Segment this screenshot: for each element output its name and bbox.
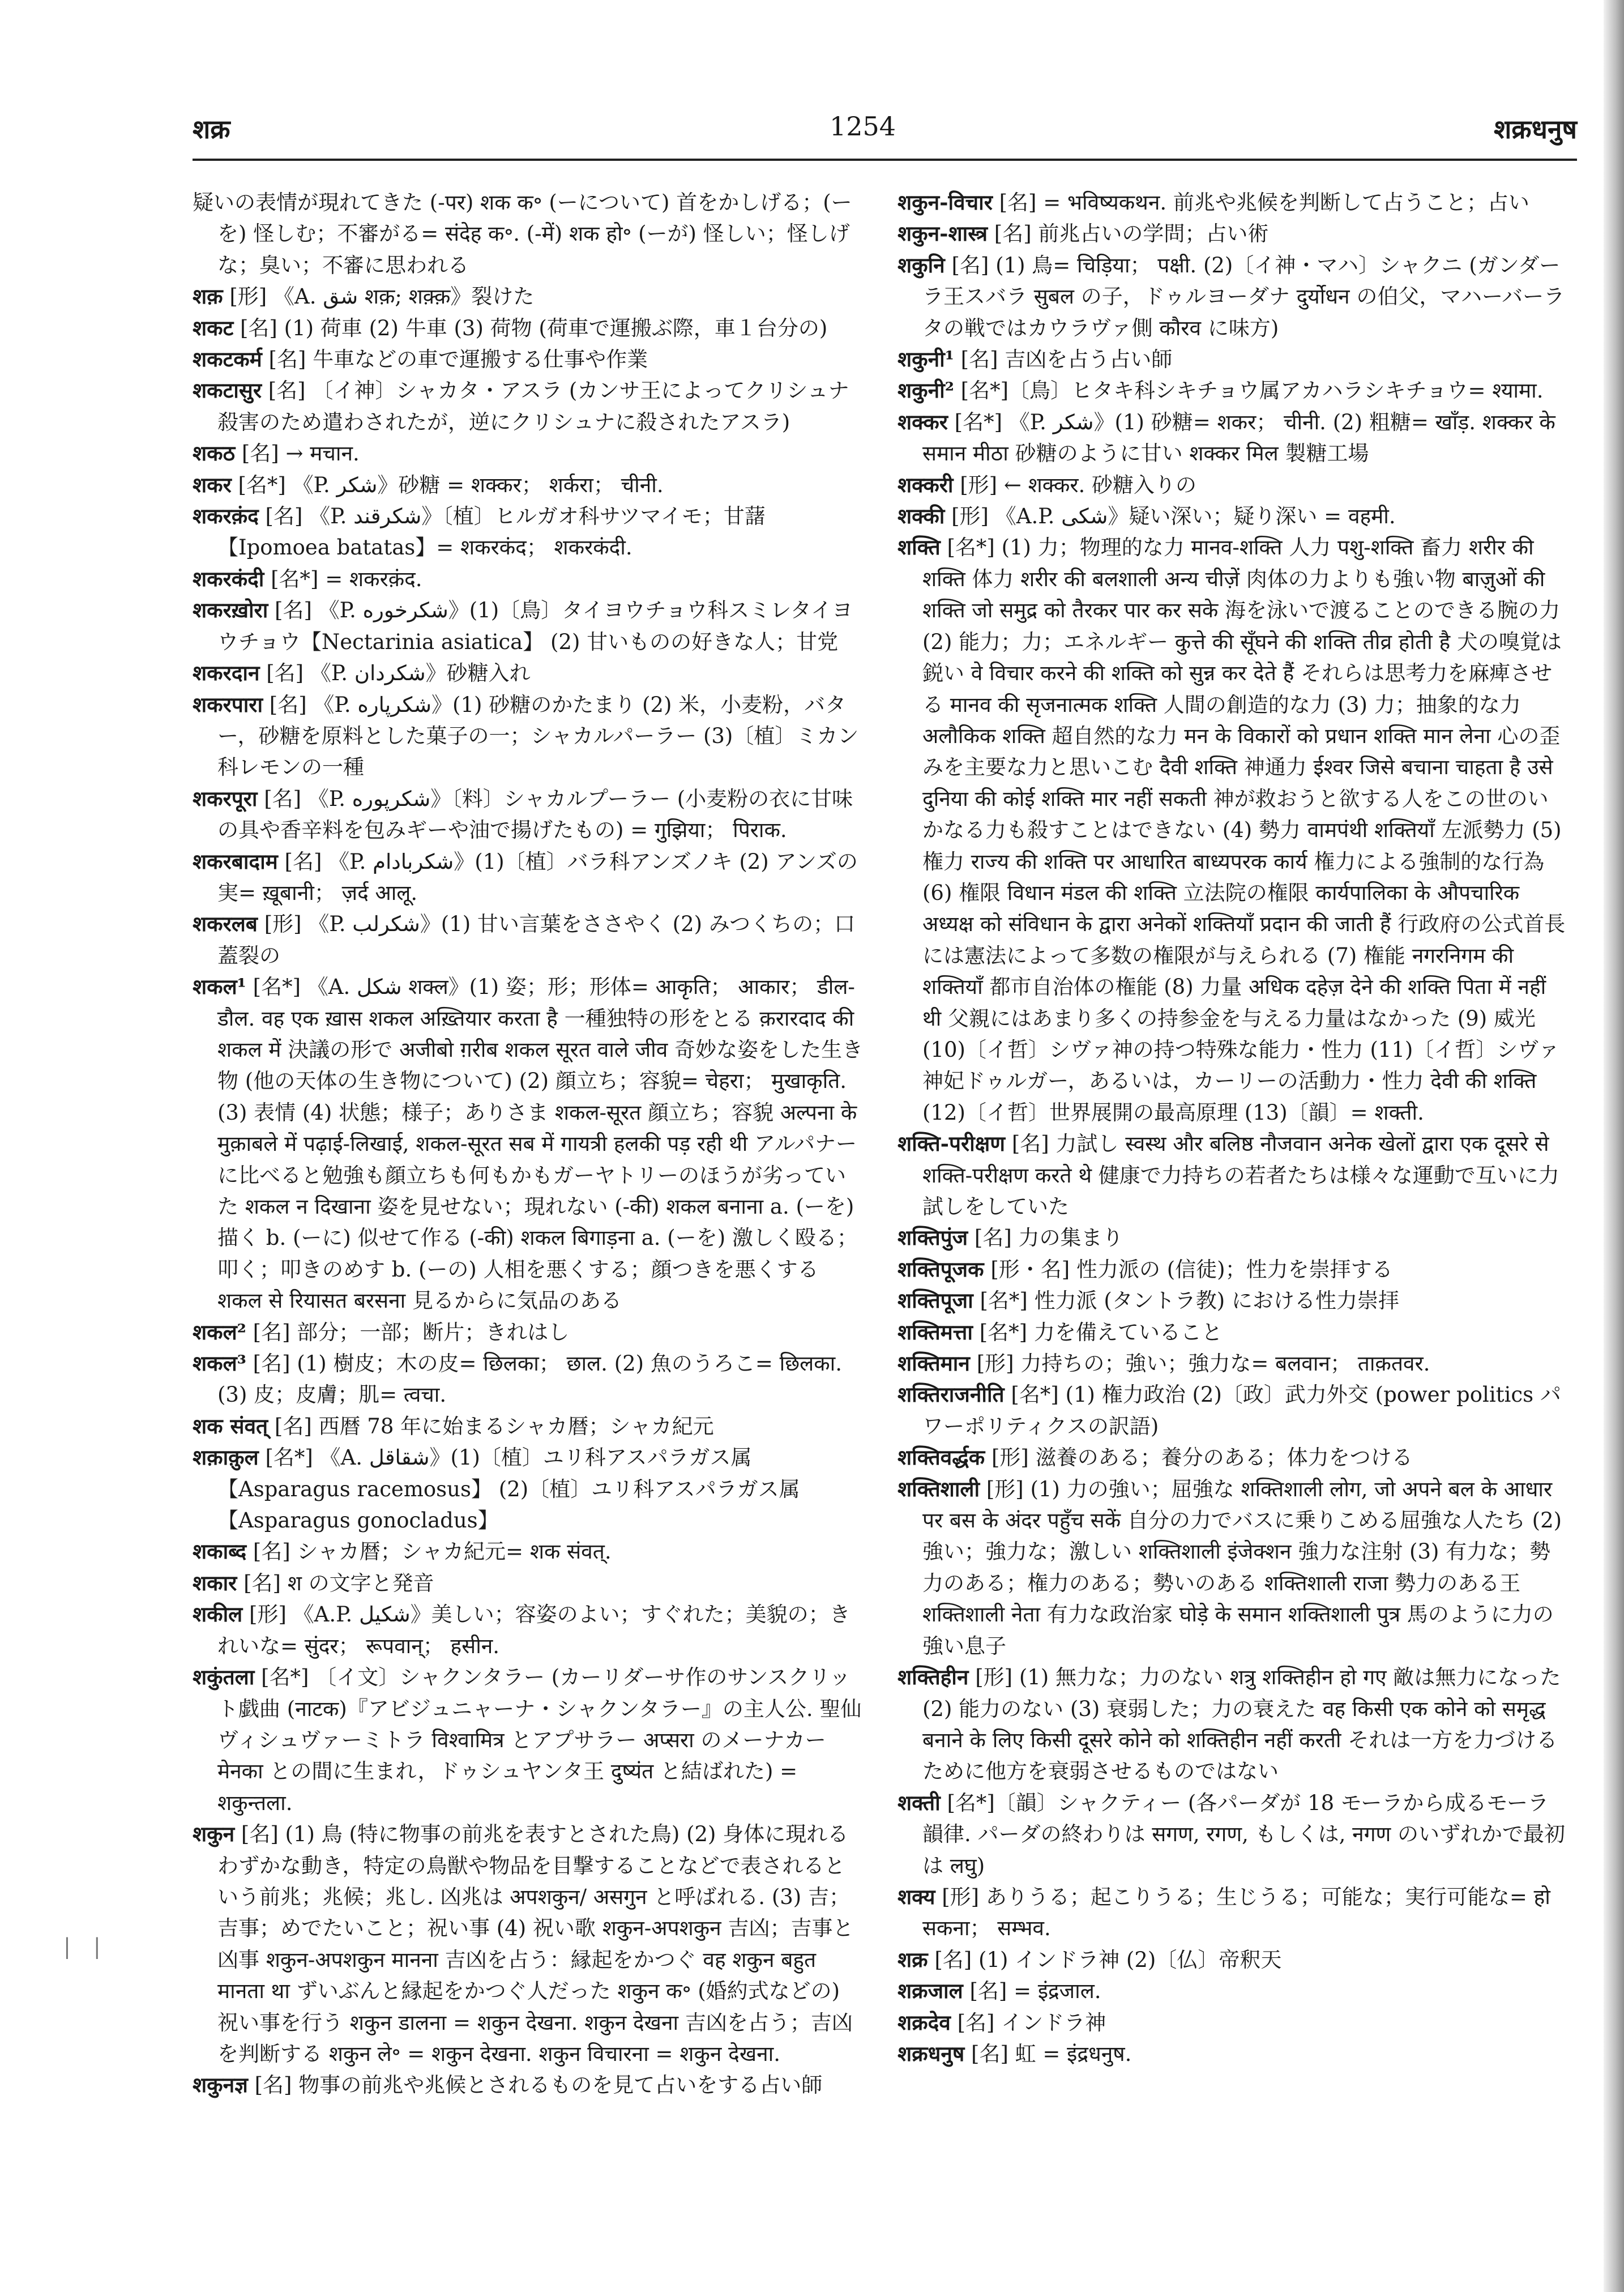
dictionary-entry: [193, 1662, 864, 1819]
entry-definition: [名] (1) 樹皮；木の皮= छिलका； छाल. (2) 魚のうろこ= छिलका. (3) 皮；皮膚；肌= त्वचा.: [217, 1351, 843, 1407]
entry-definition: [名*] (1) 力；物理的な力 मानव-शक्ति 人力 पशु-शक्ति 畜力 शरीर की शक्ति 体力 शरीर की बलशाली अन्य चीज़ें 肉体の力よりも強い物 बाज़ुओं की शक्ति जो समुद्र को तैरकर पार कर सके 海を泳いで渡ることのできる腕の力 (2) 能力；力；エネルギー कुत्ते की सूँघने की शक्ति तीव्र होती है 犬の嗅覚は鋭い वे विचार करने की शक्ति को सुन्न कर देते हैं それらは思考力を麻痺させる मानव की सृजनात्मक शक्ति 人間の創造的な力 (3) 力；抽象的な力 अलौकिक शक्ति 超自然的な力 मन के विकारों को प्रधान शक्ति मान लेना 心の歪みを主要な力と思いこむ दैवी शक्ति 神通力 ईश्वर जिसे बचाना चाहता है उसे दुनिया की कोई शक्ति मार नहीं सकती 神が救おうと欲する人をこの世のいかなる力も殺すことはできない (4) 勢力 वामपंथी शक्तियाँ 左派勢力 (5) 権力 राज्य की शक्ति पर आधारित बाध्यपरक कार्य 権力による強制的な行為 (6) 権限 विधान मंडल की शक्ति 立法院の権限 कार्यपालिका के औपचारिक अध्यक्ष को संविधान के द्वारा अनेकों शक्तियाँ प्रदान की जाती हैं 行政府の公式首長には憲法によって多数の権限が与えられる (7) 権能 नगरनिगम की शक्तियाँ 都市自治体の権能 (8) 力量 अधिक दहेज़ देने की शक्ति पिता में नहीं थी 父親にはあまり多くの持参金を与える力量はなかった (9) 威光 (10)〔イ哲〕シヴァ神の持つ特殊な能力・性力 (11)〔イ哲〕シヴァ神妃ドゥルガー，あるいは，カーリーの活動力・性力 देवी की शक्ति (12)〔イ哲〕世界展開の最高原理 (13)〔韻〕= शक्ती.: [922, 535, 1566, 1125]
dictionary-entry: [898, 532, 1569, 1128]
entry-headword: शक्रधनुष: [898, 2041, 965, 2066]
entry-definition: [名] 〔イ神〕シャカタ・アスラ (カンサ王によってクリシュナ殺害のため遣わされたが，逆にクリシュナに殺されたアスラ): [217, 378, 849, 434]
entry-headword: शकील: [193, 1602, 243, 1627]
entry-definition: [名] 前兆占いの学問；占い術: [994, 221, 1269, 246]
dictionary-entry: [193, 2069, 864, 2101]
dictionary-entry: [898, 344, 1569, 375]
entry-headword: शकार: [193, 1570, 237, 1595]
dictionary-entry: [898, 1379, 1569, 1442]
entry-headword: शक्तिपुंज: [898, 1225, 968, 1250]
entry-headword: शकरपारा: [193, 692, 263, 717]
dictionary-entry: [193, 281, 864, 312]
entry-definition: [名] 力の集まり: [974, 1226, 1123, 1250]
dictionary-entry: [898, 407, 1569, 470]
dictionary-entry: [898, 2007, 1569, 2038]
entry-headword: शकटासुर: [193, 378, 262, 403]
entry-definition: [名] (1) 鳥= चिड़िया； पक्षी. (2)〔イ神・マハ〕シャクニ (ガンダーラ王スバラ सुबल の子，ドゥルヨーダナ दुर्योधन の伯父，マハーバーラタの戦ではカウラヴァ側 कौरव に味方): [922, 253, 1565, 340]
dictionary-entry: [193, 313, 864, 344]
entry-headword: शक्तिशाली: [898, 1476, 980, 1501]
dictionary-entry: [193, 564, 864, 595]
entry-headword: शक संवत्: [193, 1413, 268, 1439]
entry-headword: शकुन: [193, 1821, 235, 1847]
entry-headword: शक्तिराजनीति: [898, 1382, 1005, 1407]
header-right-guide-word: शक्रधनुष: [1493, 114, 1577, 144]
entry-definition: [名] 《P. شکردان》砂糖入れ: [266, 661, 531, 686]
entry-headword: शकुनज्ञ: [193, 2072, 248, 2098]
entry-definition: [名] 西暦 78 年に始まるシャカ暦；シャカ紀元: [274, 1414, 714, 1439]
dictionary-entry: [193, 658, 864, 689]
dictionary-entry: [193, 1599, 864, 1662]
entry-headword: शकल¹: [193, 974, 246, 1000]
entry-headword: शकुनी¹: [898, 347, 954, 372]
entry-headword: शकुन-शास्त्र: [898, 221, 988, 246]
dictionary-entry: [193, 783, 864, 846]
entry-definition: [名] 吉凶を占う占い師: [960, 347, 1173, 372]
entry-definition: [形・名] 性力派の (信徒)；性力を崇拝する: [990, 1257, 1393, 1282]
entry-definition: [名] = इंद्रजाल.: [969, 1979, 1101, 2004]
entry-definition: [形] ← शक्कर. 砂糖入りの: [960, 472, 1197, 497]
entry-headword: शक्ती: [898, 1790, 941, 1815]
page-number: 1254: [830, 111, 896, 142]
dictionary-entry: [193, 1348, 864, 1411]
entry-definition: [名*] 《A. شکل शक्ल》(1) 姿；形；形体= आकृति； आकार； डील-डौल. वह एक ख़ास शकल अख़्तियार करता है 一種独特の形をとる क़रारदाद की शकल में 決議の形で अजीबो ग़रीब शकल सूरत वाले जीव 奇妙な姿をした生き物 (他の天体の生き物について) (2) 顔立ち；容貌= चेहरा； मुखाकृति. (3) 表情 (4) 状態；様子；ありさま शकल-सूरत 顔立ち；容貌 अल्पना के मुक़ाबले में पढ़ाई-लिखाई, शकल-सूरत सब में गायत्री हलकी पड़ रही थी アルパナーに比べると勉強も顔立ちも何もかもガーヤトリーのほうが劣っていた शकल न दिखाना 姿を見せない；現れない (-की) शकल बनाना a. (ーを) 描く b. (ーに) 似せて作る (-की) शकल बिगाड़ना a. (ーを) 激しく殴る；叩く；叩きのめす b. (ーの) 人相を悪くする；顔つきを悪くする शकल से रियासत बरसना 見るからに気品のある: [217, 975, 864, 1313]
dictionary-entry: [193, 1442, 864, 1536]
entry-definition: [名*] = शकरक़ंद.: [271, 566, 422, 591]
dictionary-entry: [193, 689, 864, 783]
entry-definition: [名*] 《P. شکر》砂糖 = शक्कर； शर्करा； चीनी.: [238, 472, 664, 497]
dictionary-entry: [193, 1819, 864, 2069]
entry-definition: [名] 力試し स्वस्थ और बलिष्ठ नौजवान अनेक खेलों द्वारा एक दूसरे से शक्ति-परीक्षण करते थे 健康で力持ちの若者たちは様々な運動で互いに力試しをしていた: [922, 1132, 1559, 1219]
header-left-guide-word: शक्र: [193, 114, 230, 144]
entry-headword: शकट: [193, 315, 234, 340]
entry-definition: [名] 《P. شکرپوره》〔料〕シャカルプーラー (小麦粉の衣に甘味の具や香辛料を包みギーや油で揚げたもの) = गुझिया； पिराक.: [217, 786, 853, 843]
entry-definition: [名] 《P. شکربادام》(1)〔植〕バラ科アンズノキ (2) アンズの実= ख़ूबानी； ज़र्द आलू.: [217, 849, 858, 905]
entry-headword: शक्तिपूजा: [898, 1288, 973, 1313]
entry-definition: [名*]〔鳥〕ヒタキ科シキチョウ属アカハラシキチョウ= श्यामा.: [960, 378, 1544, 403]
entry-definition: [形] 《P. شکرلب》(1) 甘い言葉をささやく (2) みつくちの；口蓋裂の: [217, 912, 856, 968]
entry-definition: [名*] (1) 権力政治 (2)〔政〕武力外交 (power politics パワーポリティクスの訳語): [922, 1382, 1561, 1439]
dictionary-entry: [193, 971, 864, 1316]
dictionary-entry: [193, 908, 864, 971]
entry-definition: [名] インドラ神: [957, 2010, 1106, 2035]
entry-definition: [名*] 《A. شقاقل》(1)〔植〕ユリ科アスパラガス属【Asparagus racemosus】 (2)〔植〕ユリ科アスパラガス属【Asparagus gonocladus】: [217, 1445, 800, 1533]
entry-definition: [名] 牛車などの車で運搬する仕事や作業: [268, 347, 648, 372]
scan-page-edge: [1604, 0, 1624, 2292]
entry-definition: [名] 《P. شکرخوره》(1)〔鳥〕タイヨウチョウ科スミレタイヨウチョウ【Nectarinia asiatica】 (2) 甘いものの好きな人；甘党: [217, 598, 853, 654]
entry-headword: शक्तिमान: [898, 1351, 970, 1376]
dictionary-entry: [898, 1254, 1569, 1285]
entry-headword: शकरलब: [193, 911, 258, 937]
dictionary-entry: [193, 470, 864, 501]
dictionary-entry: [898, 1975, 1569, 2007]
entry-definition: [形] 《A. شق शक़; शक़्क़》裂けた: [229, 284, 535, 309]
entry-definition: [名] → मचान.: [241, 441, 360, 466]
entry-definition: [名*] 性力派 (タントラ教) における性力崇拝: [980, 1288, 1400, 1313]
dictionary-entry: [193, 846, 864, 909]
dictionary-entry: [193, 1317, 864, 1348]
entry-definition: [名] = भविष्यकथन. 前兆や兆候を判断して占うこと；占い: [999, 190, 1529, 215]
entry-definition: [名] シャカ暦；シャカ紀元= शक संवत्.: [253, 1539, 612, 1564]
dictionary-entry: [898, 1787, 1569, 1881]
entry-headword: शक्ति-परीक्षण: [898, 1131, 1006, 1156]
left-column: [193, 187, 864, 2271]
page-header: [193, 111, 1577, 156]
entry-headword: शकुंतला: [193, 1664, 255, 1690]
entry-definition: [名] (1) 鳥 (特に物事の前兆を表すとされた鳥) (2) 身体に現れるわずかな動き，特定の鳥獣や物品を目撃することなどで表されるという前兆；兆候；兆し. 凶兆は अपशकुन/ असगुन と呼ばれる. (3) 吉；吉事；めでたいこと；祝い事 (4) 祝い歌 शकुन-अपशकुन 吉凶；吉事と凶事 शकुन-अपशकुन मानना 吉凶を占う：縁起をかつぐ वह शकुन बहुत मानता था ずいぶんと縁起をかつぐ人だった शकुन क॰ (婚約式などの) 祝い事を行う शकुन डालना = शकुन देखना. शकुन देखना 吉凶を占う；吉凶を判断する शकुन ले॰ = शकुन देखना. शकुन विचारना = शकुन देखना.: [217, 1822, 854, 2066]
entry-headword: शकरपूरा: [193, 786, 258, 811]
entry-headword: शकुनी²: [898, 378, 954, 403]
entry-headword: शकुन-विचार: [898, 190, 993, 215]
entry-headword: शकुनि: [898, 252, 945, 278]
entry-headword: शक्तिवर्द्धक: [898, 1445, 985, 1470]
dictionary-entry: [898, 1944, 1569, 1975]
entry-headword: शक्कर: [898, 409, 948, 434]
entry-headword: शक्रदेव: [898, 2009, 951, 2035]
entry-definition: [形] (1) 無力な；力のない शत्रु शक्तिहीन हो गए 敵は無力になった (2) 能力のない (3) 衰弱した；力の衰えた वह किसी एक कोने को समृद्ध बनाने के लिए किसी दूसरे कोने को शक्तिहीन नहीं करती それは一方を力づけるために他方を衰弱させるものではない: [922, 1665, 1561, 1784]
entry-headword: शकरख़ोरा: [193, 597, 268, 623]
entry-definition: [形] ありうる；起こりうる；生じうる；可能な；実行可能な= हो सकना； सम्भव.: [922, 1884, 1550, 1941]
entry-headword: शकल³: [193, 1351, 246, 1376]
dictionary-entry: [898, 1348, 1569, 1379]
entry-headword: शक्की: [898, 503, 945, 529]
entry-headword: शक्तिपूजक: [898, 1256, 984, 1282]
dictionary-entry: [898, 470, 1569, 501]
entry-headword: शकठ: [193, 441, 236, 466]
dictionary-entry: [193, 595, 864, 658]
dictionary-entry: [898, 2038, 1569, 2069]
entry-definition: [名] 《P. شکرقند》〔植〕ヒルガオ科サツマイモ；甘藷【Ipomoea batatas】= शकरकंद； शकरकंदी.: [217, 504, 766, 560]
dictionary-entry: [193, 344, 864, 375]
entry-definition: [名*] 《P. شکر》(1) 砂糖= शकर； चीनी. (2) 粗糖= खाँड़. शक्कर के समान मीठा 砂糖のように甘い शक्कर मिल 製糖工場: [922, 409, 1555, 466]
entry-definition: [形] 《A.P. شکیل》美しい；容姿のよい；すぐれた；美貌の；きれいな= सुंदर； रूपवान्； हसीन.: [217, 1602, 851, 1658]
dictionary-entry: [193, 1411, 864, 1442]
entry-headword: शक्तिहीन: [898, 1664, 969, 1690]
dictionary-entry: [898, 187, 1569, 218]
entry-headword: शक्रजाल: [898, 1978, 963, 2004]
entry-headword: शक़: [193, 284, 223, 309]
entry-headword: शकरदान: [193, 660, 260, 686]
dictionary-entry: [193, 501, 864, 564]
dictionary-entry: [898, 1128, 1569, 1222]
entry-definition: [名] 《P. شکرپاره》(1) 砂糖のかたまり (2) 米，小麦粉，バター，砂糖を原料とした菓子の一；シャカルパーラー (3)〔植〕ミカン科レモンの一種: [217, 692, 859, 780]
dictionary-entry: [193, 1568, 864, 1599]
dictionary-entry: [898, 250, 1569, 344]
entry-definition: [名] श の文字と発音: [243, 1570, 434, 1595]
dictionary-entry: [898, 1442, 1569, 1473]
entry-definition: [形] (1) 力の強い；屈強な शक्तिशाली लोग, जो अपने बल के आधार पर बस के अंदर पहुँच सकें 自分の力でバスに乗りこめる屈強な人たち (2) 強い；強力な；激しい शक्तिशाली इंजेक्शन 強力な注射 (3) 有力な；勢力のある；権力のある；勢いのある शक्तिशाली राजा 勢力のある王 शक्तिशाली नेता 有力な政治家 घोड़े के समान शक्तिशाली पुत्र 馬のように力の強い息子: [922, 1476, 1562, 1658]
dictionary-entry: [193, 187, 864, 281]
right-column: [898, 187, 1569, 2271]
entry-definition: [形] 力持ちの；強い；強力な= बलवान； ताक़तवर.: [976, 1351, 1430, 1376]
dictionary-entry: [898, 1662, 1569, 1787]
entry-headword: शकटकर्म: [193, 347, 262, 372]
dictionary-entry: [898, 1474, 1569, 1662]
entry-definition: [名] 物事の前兆や兆候とされるものを見て占いをする占い師: [254, 2073, 823, 2098]
entry-definition: [名] 部分；一部；断片；きれはし: [253, 1320, 570, 1345]
dictionary-entry: [898, 1881, 1569, 1944]
dictionary-entry: [898, 375, 1569, 406]
dictionary-entry: [898, 501, 1569, 532]
entry-headword: शक्य: [898, 1884, 935, 1909]
entry-definition: 疑いの表情が現れてきた (-पर) शक क॰ (ーについて) 首をかしげる；(ーを) 怪しむ；不審がる= संदेह क॰. (-में) शक हो॰ (ーが) 怪しい；怪しげな；臭い；不審に思われる: [193, 190, 852, 278]
dictionary-entry: [193, 1536, 864, 1567]
header-rule: [193, 159, 1577, 161]
dictionary-entry: [193, 375, 864, 438]
entry-definition: [形] 滋養のある；養分のある；体力をつける: [991, 1445, 1413, 1470]
entry-definition: [名*] 〔イ文〕シャクンタラー (カーリダーサ作のサンスクリット戯曲 (नाटक)『アビジュニャーナ・シャクンタラー』の主人公. 聖仙ヴィシュヴァーミトラ विश्वामित्र とアプサラー अप्सरा のメーナカー मेनका との間に生まれ，ドゥシュヤンタ王 दुष्यंत と結ばれた) = शकुन्तला.: [217, 1665, 862, 1815]
entry-definition: [名*]〔韻〕シャクティー (各パーダが 18 モーラから成るモーラ韻律. パーダの終わりは सगण, रगण, もしくは, नगण のいずれかで最初は लघु): [922, 1790, 1566, 1878]
margin-mark: | |: [63, 1934, 109, 1959]
dictionary-entry: [898, 218, 1569, 249]
entry-headword: शकरबादाम: [193, 848, 278, 874]
entry-headword: शकर: [193, 472, 232, 497]
dictionary-entry: [193, 438, 864, 469]
entry-headword: शकरकंदी: [193, 566, 264, 591]
entry-definition: [名*] 力を備えていること: [979, 1320, 1223, 1345]
entry-definition: [名] 虹 = इंद्रधनुष.: [971, 2041, 1132, 2066]
dictionary-entry: [898, 1317, 1569, 1348]
entry-headword: शकल²: [193, 1319, 246, 1345]
dictionary-entry: [898, 1285, 1569, 1316]
entry-headword: शक्र: [898, 1947, 928, 1972]
entry-definition: [形] 《A.P. شکی》疑い深い；疑り深い = वहमी.: [951, 504, 1396, 529]
entry-headword: शक्ति: [898, 535, 941, 560]
entry-headword: शकाब्द: [193, 1539, 247, 1564]
entry-definition: [名] (1) 荷車 (2) 牛車 (3) 荷物 (荷車で運搬ぶ際，車１台分の): [240, 315, 828, 340]
entry-headword: शक़ाक़ुल: [193, 1445, 259, 1470]
entry-headword: शक्करी: [898, 472, 954, 497]
entry-headword: शक्तिमत्ता: [898, 1319, 973, 1345]
dictionary-entry: [898, 1222, 1569, 1253]
entry-headword: शकरक़ंद: [193, 503, 259, 529]
entry-definition: [名] (1) インドラ神 (2)〔仏〕帝釈天: [934, 1947, 1282, 1972]
